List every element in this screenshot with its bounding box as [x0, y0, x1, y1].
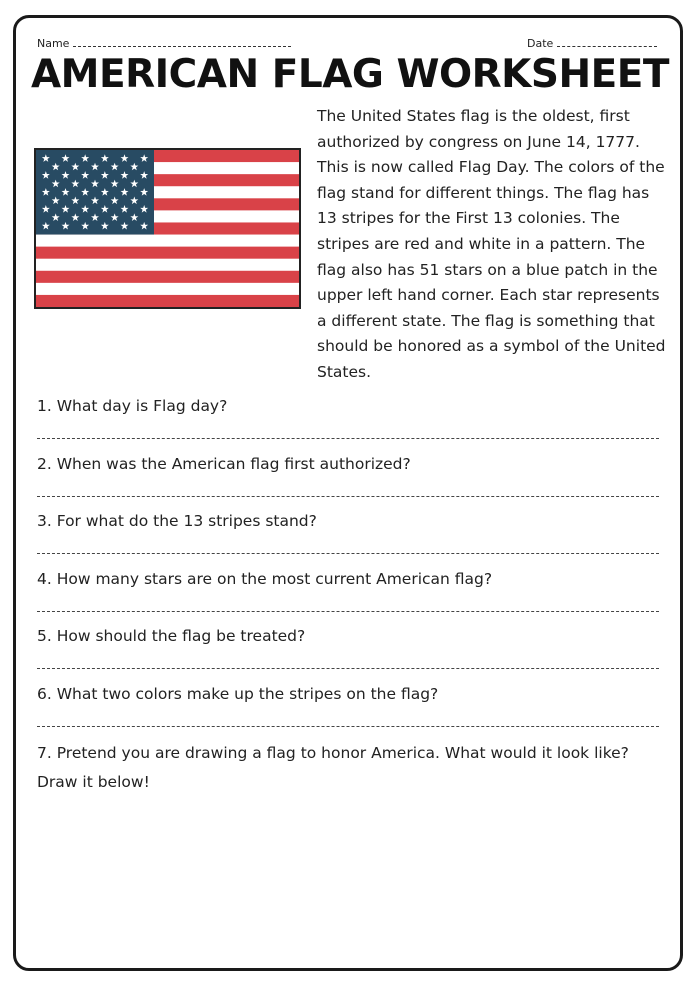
intro-paragraph: The United States flag is the oldest, first authorized by congress on June 14, 1777. This is now called Flag Day. The colors of the flag stand for different things. The flag has 13 stripes for the First 13 colonies. The stripes are red and white in a pattern. The flag also has 51 stars on a blue patch in the upper left hand corner. Each star represents a different state. The flag is something that should be honored as a symbol of the United States.	[317, 107, 666, 381]
answer-line[interactable]	[37, 438, 659, 439]
question-item-drawing	[37, 739, 662, 797]
answer-line[interactable]	[37, 611, 659, 612]
question-text: 1. What day is Flag day?	[37, 397, 228, 415]
question-item	[37, 624, 662, 682]
question-item	[37, 394, 662, 452]
name-blank-line[interactable]	[73, 36, 291, 47]
question-text: 5. How should the flag be treated?	[37, 627, 306, 645]
white-stripe	[36, 259, 299, 272]
question-text: 7. Pretend you are drawing a flag to honor America. What would it look like? Draw it below!	[37, 744, 629, 791]
date-label: Date	[527, 37, 554, 50]
name-label: Name	[37, 37, 70, 50]
flag-illustration	[36, 150, 299, 307]
question-item	[37, 567, 662, 625]
white-stripe	[36, 283, 299, 296]
question-item	[37, 452, 662, 510]
question-text: 2. When was the American flag first authorized?	[37, 454, 411, 473]
american-flag-image	[34, 148, 301, 309]
page-title: AMERICAN FLAG WORKSHEET	[31, 52, 669, 97]
question-text: 4. How many stars are on the most current American flag?	[37, 569, 493, 588]
name-field[interactable]	[37, 36, 291, 50]
answer-line[interactable]	[37, 726, 659, 727]
white-stripe	[36, 235, 299, 248]
red-stripe	[36, 271, 299, 284]
answer-line[interactable]	[37, 496, 659, 497]
date-blank-line[interactable]	[557, 36, 657, 47]
answer-line[interactable]	[37, 668, 659, 669]
red-stripe	[36, 295, 299, 307]
question-item	[37, 509, 662, 567]
answer-line[interactable]	[37, 553, 659, 554]
question-text: 6. What two colors make up the stripes on the flag?	[37, 684, 439, 703]
question-item	[37, 682, 662, 740]
question-list	[37, 394, 662, 797]
red-stripe	[36, 247, 299, 260]
date-field[interactable]	[527, 36, 657, 50]
blue-canton	[36, 150, 154, 235]
question-text: 3. For what do the 13 stripes stand?	[37, 512, 317, 530]
